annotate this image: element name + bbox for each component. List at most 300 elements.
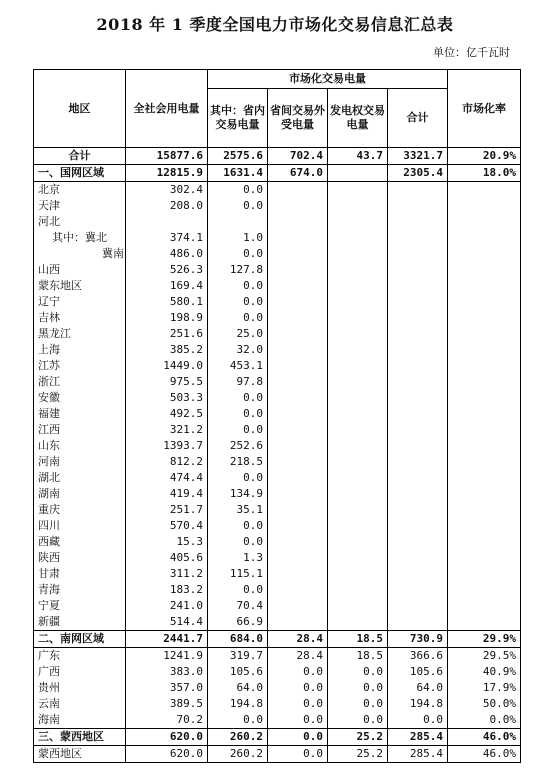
table-row [34,406,521,422]
intra-province-cell: 0.0 [208,712,268,729]
subtotal-cell [388,534,448,550]
table-row [34,454,521,470]
intra-province-cell: 194.8 [208,696,268,712]
inter-province-cell [268,598,328,614]
table-row [34,729,521,746]
inter-province-cell [268,470,328,486]
region-name-cell: 四川 [34,518,126,534]
table-row [34,598,521,614]
total-consumption-cell: 321.2 [126,422,208,438]
market-rate-cell [448,550,521,566]
total-consumption-cell: 405.6 [126,550,208,566]
table-row [34,198,521,214]
col-header-gen-rights: 发电权交易电量 [328,89,388,148]
subtotal-cell: 285.4 [388,746,448,763]
gen-rights-cell [328,230,388,246]
table-row [34,326,521,342]
market-rate-cell [448,502,521,518]
gen-rights-cell [328,438,388,454]
region-name-cell: 辽宁 [34,294,126,310]
table-row [34,631,521,648]
market-rate-cell [448,454,521,470]
intra-province-cell: 25.0 [208,326,268,342]
inter-province-cell [268,614,328,631]
intra-province-cell: 0.0 [208,310,268,326]
inter-province-cell [268,198,328,214]
inter-province-cell [268,422,328,438]
gen-rights-cell [328,165,388,182]
col-header-intra-province: 其中：省内交易电量 [208,89,268,148]
subtotal-cell [388,198,448,214]
subtotal-cell: 2305.4 [388,165,448,182]
market-rate-cell: 46.0% [448,746,521,763]
total-consumption-cell: 241.0 [126,598,208,614]
intra-province-cell: 218.5 [208,454,268,470]
market-rate-cell [448,614,521,631]
gen-rights-cell [328,518,388,534]
table-row [34,294,521,310]
market-rate-cell [448,486,521,502]
intra-province-cell: 1.0 [208,230,268,246]
region-name-cell: 北京 [34,182,126,199]
total-consumption-cell: 1241.9 [126,648,208,665]
gen-rights-cell [328,214,388,230]
total-consumption-cell: 389.5 [126,696,208,712]
market-rate-cell [448,438,521,454]
gen-rights-cell: 25.2 [328,729,388,746]
total-consumption-cell: 580.1 [126,294,208,310]
inter-province-cell [268,358,328,374]
total-consumption-cell: 357.0 [126,680,208,696]
gen-rights-cell [328,582,388,598]
market-rate-cell [448,310,521,326]
table-row [34,214,521,230]
inter-province-cell [268,342,328,358]
region-name-cell: 云南 [34,696,126,712]
table-row [34,422,521,438]
table-row [34,374,521,390]
subtotal-cell [388,518,448,534]
table-row [34,486,521,502]
market-rate-cell [448,214,521,230]
total-consumption-cell: 492.5 [126,406,208,422]
total-consumption-cell: 620.0 [126,746,208,763]
total-consumption-cell: 183.2 [126,582,208,598]
subtotal-cell: 730.9 [388,631,448,648]
table-row [34,664,521,680]
table-row [34,696,521,712]
market-rate-cell [448,390,521,406]
gen-rights-cell [328,326,388,342]
total-consumption-cell: 514.4 [126,614,208,631]
inter-province-cell [268,390,328,406]
region-name-cell: 陕西 [34,550,126,566]
total-consumption-cell: 419.4 [126,486,208,502]
subtotal-cell [388,582,448,598]
region-name-cell: 安徽 [34,390,126,406]
subtotal-cell [388,566,448,582]
total-consumption-cell: 620.0 [126,729,208,746]
subtotal-cell [388,342,448,358]
inter-province-cell [268,246,328,262]
gen-rights-cell [328,454,388,470]
intra-province-cell: 105.6 [208,664,268,680]
total-consumption-cell: 251.7 [126,502,208,518]
intra-province-cell: 1.3 [208,550,268,566]
subtotal-cell [388,390,448,406]
table-body [34,148,521,763]
region-name-cell: 贵州 [34,680,126,696]
inter-province-cell [268,502,328,518]
total-consumption-cell: 526.3 [126,262,208,278]
intra-province-cell: 0.0 [208,422,268,438]
region-name-cell: 宁夏 [34,598,126,614]
table-row [34,648,521,665]
table-row [34,390,521,406]
inter-province-cell [268,486,328,502]
page-title: 2018 年 1 季度全国电力市场化交易信息汇总表 [96,15,454,34]
market-rate-cell [448,582,521,598]
table-row [34,746,521,763]
inter-province-cell [268,406,328,422]
intra-province-cell: 97.8 [208,374,268,390]
market-rate-cell: 29.5% [448,648,521,665]
gen-rights-cell [328,278,388,294]
region-name-cell: 海南 [34,712,126,729]
region-name-cell: 重庆 [34,502,126,518]
region-name-cell: 西藏 [34,534,126,550]
inter-province-cell [268,454,328,470]
total-consumption-cell: 251.6 [126,326,208,342]
region-name-cell: 山西 [34,262,126,278]
table-row [34,165,521,182]
market-rate-cell: 29.9% [448,631,521,648]
market-rate-cell: 0.0% [448,712,521,729]
inter-province-cell: 0.0 [268,712,328,729]
intra-province-cell: 260.2 [208,746,268,763]
gen-rights-cell: 25.2 [328,746,388,763]
region-name-cell: 江苏 [34,358,126,374]
market-rate-cell [448,406,521,422]
intra-province-cell: 32.0 [208,342,268,358]
inter-province-cell [268,294,328,310]
table-row [34,566,521,582]
intra-province-cell: 66.9 [208,614,268,631]
intra-province-cell: 0.0 [208,198,268,214]
gen-rights-cell [328,550,388,566]
table-row [34,712,521,729]
intra-province-cell: 0.0 [208,246,268,262]
market-rate-cell: 40.9% [448,664,521,680]
subtotal-cell [388,406,448,422]
intra-province-cell: 319.7 [208,648,268,665]
subtotal-cell [388,294,448,310]
subtotal-cell [388,422,448,438]
col-header-region: 地区 [34,70,126,148]
region-name-cell: 三、蒙西地区 [34,729,126,746]
table-row [34,470,521,486]
col-header-market-group: 市场化交易电量 [208,70,448,89]
gen-rights-cell: 18.5 [328,631,388,648]
table-row [34,262,521,278]
inter-province-cell [268,182,328,199]
table-row [34,550,521,566]
intra-province-cell: 0.0 [208,182,268,199]
market-rate-cell [448,374,521,390]
subtotal-cell [388,550,448,566]
region-name-cell: 吉林 [34,310,126,326]
subtotal-cell: 105.6 [388,664,448,680]
region-name-cell: 黑龙江 [34,326,126,342]
table-row [34,246,521,262]
region-name-cell: 河南 [34,454,126,470]
region-name-cell: 蒙西地区 [34,746,126,763]
region-name-cell: 山东 [34,438,126,454]
total-consumption-cell: 1449.0 [126,358,208,374]
total-consumption-cell: 208.0 [126,198,208,214]
market-rate-cell [448,262,521,278]
intra-province-cell: 0.0 [208,294,268,310]
subtotal-cell: 194.8 [388,696,448,712]
subtotal-cell [388,230,448,246]
market-rate-cell [448,246,521,262]
region-name-cell: 广东 [34,648,126,665]
gen-rights-cell: 0.0 [328,680,388,696]
intra-province-cell: 70.4 [208,598,268,614]
subtotal-cell [388,310,448,326]
subtotal-cell [388,454,448,470]
gen-rights-cell: 0.0 [328,712,388,729]
region-name-cell: 青海 [34,582,126,598]
subtotal-cell [388,486,448,502]
total-consumption-cell: 570.4 [126,518,208,534]
inter-province-cell: 702.4 [268,148,328,165]
region-name-cell: 一、国网区域 [34,165,126,182]
col-header-total-consumption: 全社会用电量 [126,70,208,148]
total-consumption-cell: 15877.6 [126,148,208,165]
table-row [34,148,521,165]
total-consumption-cell: 2441.7 [126,631,208,648]
subtotal-cell [388,326,448,342]
table-row [34,582,521,598]
total-consumption-cell: 374.1 [126,230,208,246]
inter-province-cell [268,278,328,294]
region-name-cell: 冀南 [34,246,126,262]
gen-rights-cell [328,614,388,631]
gen-rights-cell [328,470,388,486]
subtotal-cell [388,438,448,454]
intra-province-cell: 0.0 [208,582,268,598]
inter-province-cell [268,310,328,326]
inter-province-cell: 0.0 [268,696,328,712]
table-row [34,358,521,374]
total-consumption-cell: 383.0 [126,664,208,680]
gen-rights-cell [328,246,388,262]
subtotal-cell [388,262,448,278]
gen-rights-cell [328,534,388,550]
market-rate-cell: 50.0% [448,696,521,712]
region-name-cell: 其中：冀北 [34,230,126,246]
region-name-cell: 新疆 [34,614,126,631]
market-rate-cell [448,182,521,199]
intra-province-cell: 0.0 [208,534,268,550]
market-rate-cell [448,326,521,342]
intra-province-cell: 252.6 [208,438,268,454]
region-name-cell: 湖北 [34,470,126,486]
gen-rights-cell: 43.7 [328,148,388,165]
market-rate-cell [448,534,521,550]
market-rate-cell [448,278,521,294]
intra-province-cell: 127.8 [208,262,268,278]
table-row [34,182,521,199]
gen-rights-cell [328,502,388,518]
inter-province-cell: 28.4 [268,631,328,648]
region-name-cell: 河北 [34,214,126,230]
inter-province-cell [268,262,328,278]
market-rate-cell: 20.9% [448,148,521,165]
inter-province-cell [268,518,328,534]
intra-province-cell: 260.2 [208,729,268,746]
inter-province-cell: 674.0 [268,165,328,182]
total-consumption-cell: 302.4 [126,182,208,199]
market-rate-cell [448,294,521,310]
intra-province-cell: 134.9 [208,486,268,502]
subtotal-cell: 3321.7 [388,148,448,165]
inter-province-cell [268,550,328,566]
total-consumption-cell: 15.3 [126,534,208,550]
gen-rights-cell [328,390,388,406]
region-name-cell: 合计 [34,148,126,165]
total-consumption-cell: 1393.7 [126,438,208,454]
subtotal-cell: 285.4 [388,729,448,746]
subtotal-cell: 64.0 [388,680,448,696]
table-row [34,278,521,294]
total-consumption-cell: 12815.9 [126,165,208,182]
intra-province-cell: 684.0 [208,631,268,648]
subtotal-cell [388,374,448,390]
total-consumption-cell: 474.4 [126,470,208,486]
intra-province-cell: 1631.4 [208,165,268,182]
subtotal-cell: 0.0 [388,712,448,729]
subtotal-cell [388,214,448,230]
market-rate-cell [448,470,521,486]
inter-province-cell [268,534,328,550]
intra-province-cell: 0.0 [208,390,268,406]
market-rate-cell [448,422,521,438]
inter-province-cell: 0.0 [268,729,328,746]
intra-province-cell: 453.1 [208,358,268,374]
region-name-cell: 蒙东地区 [34,278,126,294]
intra-province-cell: 35.1 [208,502,268,518]
market-rate-cell [448,358,521,374]
table-row [34,438,521,454]
region-name-cell: 甘肃 [34,566,126,582]
total-consumption-cell: 975.5 [126,374,208,390]
gen-rights-cell [328,310,388,326]
market-rate-cell [448,230,521,246]
total-consumption-cell: 812.2 [126,454,208,470]
region-name-cell: 二、南网区域 [34,631,126,648]
intra-province-cell: 0.0 [208,406,268,422]
inter-province-cell [268,214,328,230]
gen-rights-cell [328,182,388,199]
intra-province-cell: 115.1 [208,566,268,582]
gen-rights-cell [328,406,388,422]
table-row [34,310,521,326]
total-consumption-cell: 385.2 [126,342,208,358]
intra-province-cell: 2575.6 [208,148,268,165]
table-row [34,680,521,696]
table-row [34,614,521,631]
subtotal-cell [388,502,448,518]
total-consumption-cell: 311.2 [126,566,208,582]
region-name-cell: 浙江 [34,374,126,390]
region-name-cell: 福建 [34,406,126,422]
market-rate-cell: 46.0% [448,729,521,746]
total-consumption-cell: 169.4 [126,278,208,294]
intra-province-cell: 64.0 [208,680,268,696]
inter-province-cell: 28.4 [268,648,328,665]
region-name-cell: 广西 [34,664,126,680]
intra-province-cell: 0.0 [208,278,268,294]
gen-rights-cell [328,198,388,214]
table-row [34,342,521,358]
market-rate-cell: 17.9% [448,680,521,696]
gen-rights-cell [328,262,388,278]
table-row [34,518,521,534]
subtotal-cell [388,278,448,294]
market-rate-cell [448,342,521,358]
intra-province-cell [208,214,268,230]
inter-province-cell [268,374,328,390]
subtotal-cell [388,358,448,374]
gen-rights-cell [328,566,388,582]
table-row [34,230,521,246]
total-consumption-cell: 486.0 [126,246,208,262]
market-rate-cell [448,598,521,614]
gen-rights-cell: 18.5 [328,648,388,665]
total-consumption-cell: 198.9 [126,310,208,326]
subtotal-cell: 366.6 [388,648,448,665]
gen-rights-cell [328,486,388,502]
market-trading-table [33,69,521,763]
subtotal-cell [388,182,448,199]
inter-province-cell [268,230,328,246]
total-consumption-cell: 70.2 [126,712,208,729]
market-rate-cell [448,566,521,582]
inter-province-cell [268,438,328,454]
region-name-cell: 上海 [34,342,126,358]
subtotal-cell [388,598,448,614]
unit-label: 单位：亿千瓦时 [433,46,510,59]
region-name-cell: 江西 [34,422,126,438]
gen-rights-cell [328,422,388,438]
gen-rights-cell [328,294,388,310]
subtotal-cell [388,246,448,262]
table-row [34,502,521,518]
inter-province-cell [268,326,328,342]
gen-rights-cell [328,374,388,390]
gen-rights-cell [328,342,388,358]
inter-province-cell [268,566,328,582]
col-header-subtotal: 合计 [388,89,448,148]
gen-rights-cell [328,598,388,614]
col-header-market-rate: 市场化率 [448,70,521,148]
gen-rights-cell: 0.0 [328,664,388,680]
intra-province-cell: 0.0 [208,470,268,486]
subtotal-cell [388,470,448,486]
gen-rights-cell: 0.0 [328,696,388,712]
